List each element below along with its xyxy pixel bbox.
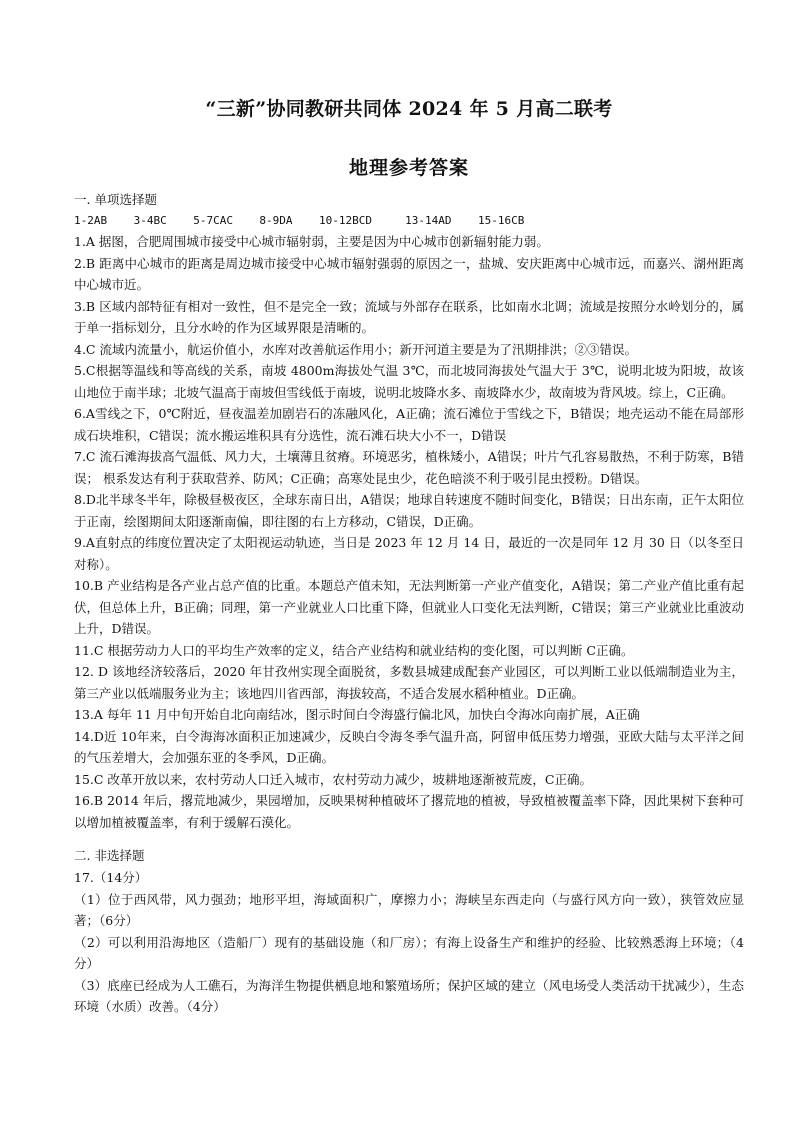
- answer-item: 2.B 距离中心城市的距离是周边城市接受中心城市辐射强弱的原因之一，盐城、安庆距离中心城市远，而嘉兴、湖州距离中心城市近。: [74, 255, 744, 292]
- answer-item: 5.C根据等温线和等高线的关系，南坡 4800m海拔处气温 3℃，而北坡同海拔处气温大于 3℃，说明北坡为阳坡，故该山地位于南半球；北坡气温高于南坡但雪线低于南坡，说明北坡降水多、南坡降水少，故南坡为背风坡。综上，C正确。: [74, 363, 744, 400]
- answer-item: 15.C 改革开放以来，农村劳动人口迁入城市，农村劳动力减少，坡耕地逐渐被荒废，C正确。: [74, 771, 592, 787]
- answer-item: 1.A 据图，合肥周围城市接受中心城市辐射弱，主要是因为中心城市创新辐射能力弱。: [74, 234, 549, 249]
- answer-item: 3.B 区域内部特征有相对一致性，但不是完全一致；流域与外部存在联系，比如南水北调；流域是按照分水岭划分的，属于单一指标划分，且分水岭的作为区域界限是清晰的。: [74, 298, 744, 335]
- section-heading: 二. 非选择题: [74, 848, 145, 863]
- question-heading: 17.（14分）: [74, 870, 148, 885]
- sub-answer-item: （1）位于西风带，风力强劲；地形平坦，海域面积广，摩擦力小；海峡呈东西走向（与盛行风方向一致），狭管效应显著；（6分）: [74, 891, 744, 928]
- answer-item: 4.C 流域内流量小，航运价值小，水库对改善航运作用小；新开河道主要是为了汛期排洪；②③错误。: [74, 341, 637, 357]
- answer-item: 10.B 产业结构是各产业占总产值的比重。本题总产值未知，无法判断第一产业产值变化，A错误；第二产业产值比重有起伏，但总体上升，B正确；同理，第一产业就业人口比重下降，但就业人口变化无法判断，C错误；第三产业就业比重波动上升，D错误。: [74, 578, 744, 636]
- section-spacer: [74, 833, 744, 847]
- document-title: “三新”协同教研共同体 2024 年 5 月高二联考: [205, 98, 613, 120]
- answer-item: 13.A 每年 11 月中旬开始自北向南结冰，图示时间白令海盛行偏北风，加快白令海冰向南扩展，A正确: [74, 707, 640, 722]
- answer-item: 6.A雪线之下，0℃附近，昼夜温差加剧岩石的冻融风化，A正确；流石滩位于雪线之下，B错误；地壳运动不能在局部形成石块堆积，C错误；流水搬运堆积具有分选性，流石滩石块大小不一，D错误: [74, 406, 744, 443]
- sub-answer-item: （2）可以利用沿海地区（造船厂）现有的基础设施（和厂房）；有海上设备生产和维护的经验、比较熟悉海上环境；（4分）: [74, 934, 744, 971]
- section-single-choice: [74, 191, 744, 833]
- answer-item: 12. D 该地经济较落后，2020 年甘孜州实现全面脱贫，多数县城建成配套产业园区，可以判断工业以低端制造业为主，第三产业以低端服务业为主；该地四川省西部，海拔较高，不适合发展水稻种植业。D正确。: [74, 664, 744, 701]
- answer-item: 7.C 流石滩海拔高气温低、风力大，土壤薄且贫瘠。环境恶劣，植株矮小，A错误；叶片气孔容易散热，不利于防寒，B错误； 根系发达有利于获取营养、防风；C正确；高寒处昆虫少，花色暗淡不利于吸引昆虫授粉。D错误。: [74, 449, 744, 486]
- sub-answer-item: （3）底座已经成为人工礁石，为海洋生物提供栖息地和繁殖场所；保护区域的建立（风电场受人类活动干扰减少），生态环境（水质）改善。（4分）: [74, 977, 744, 1014]
- answer-item: 9.A直射点的纬度位置决定了太阳视运动轨迹，当日是 2023 年 12 月 14 日，最近的一次是同年 12 月 30 日（以冬至日对称）。: [74, 535, 744, 572]
- answer-item: 11.C 根据劳动力人口的平均生产效率的定义，结合产业结构和就业结构的变化图，可以判断 C正确。: [74, 642, 634, 658]
- answer-key-line: 1-2AB 3-4BC 5-7CAC 8-9DA 10-12BCD 13-14AD 15-16CB: [74, 214, 525, 227]
- answer-item: 14.D近 10年来，白令海海冰面积正加速减少，反映白令海冬季气温升高，阿留申低压势力增强，亚欧大陆与太平洋之间的气压差增大，会加强东亚的冬季风，D正确。: [74, 728, 744, 765]
- section-non-choice: [74, 847, 744, 1018]
- document-subtitle: 地理参考答案: [348, 157, 469, 179]
- answer-item: 8.D北半球冬半年，除极昼极夜区，全球东南日出，A错误；地球自转速度不随时间变化，B错误；日出东南，正午太阳位于正南，绘图期间太阳逐渐南偏，即往图的右上方移动，C错误，D正确。: [74, 492, 744, 529]
- section-heading: 一. 单项选择题: [74, 192, 157, 207]
- answer-item: 16.B 2014 年后，撂荒地减少，果园增加，反映果树种植破坏了撂荒地的植被，导致植被覆盖率下降，因此果树下套种可以增加植被覆盖率，有利于缓解石漠化。: [74, 793, 744, 830]
